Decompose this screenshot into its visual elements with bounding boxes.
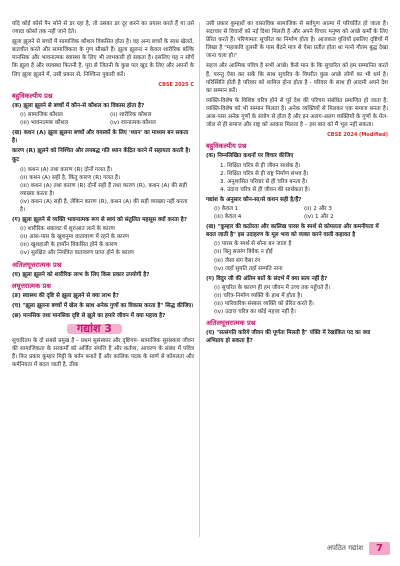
option: (ii) 2 और 3 <box>304 205 332 212</box>
section-heading-mcq: बहुविकल्पीय प्रश्न <box>206 142 247 151</box>
column-divider <box>199 22 200 537</box>
option: (ii) शारीरिक कौशल <box>110 111 152 118</box>
code-heading: कूट <box>12 157 20 164</box>
passage-paragraph: व्यक्ति-विशेष के विशिष्ट चरित्र होने से पूरे देश की परिचय संबंधित प्रमाणित हो जाता है, व्यक्ति-विशेष को भी सम्मान मिलता है। अनेक व्यक्तियों से मिलकर एक समाज बनता है। आस-पास अनेक गुणों के संयोग से होता है और इन अलग-अलग व्यक्तियों के गुणों के मेल-जोल से ही समाज और राष्ट्र को आकार मिलता है – इस बात को मैं भूल नहीं सकता। <box>206 97 388 129</box>
option: (iii) जैसा संग वैसा रंग <box>214 257 261 264</box>
right-column <box>206 20 388 346</box>
page-footer <box>327 542 390 555</box>
option: (iii) केवल 4 <box>214 214 242 221</box>
option: (ii) बिनु सत्संग विवेक न होई <box>214 249 273 256</box>
passage-paragraph: यदि कोई कोर्स पैन सोने से डर रहा है, तो उसका डर दूर करने का प्रयास करते हैं या उसे ज्यादा कोर्सा तक नहीं जाने देते। <box>12 21 194 36</box>
option: (iv) सुरक्षित और नियंत्रित वातावरण प्राप्त होने के कारण <box>20 250 134 257</box>
passage-paragraph: सहज और आत्मिक पवित्र है सभी अच्छे। कैसे मान के कि सुचारित को हम सम्मानित करते हैं, परन्तु ऐसा कर सकें कि साथ सुचरित्र के विपरीत कुछ अच्छे लोगों का भी धर्म है। परिस्थिति होती है परिवार को शामिल होना होता है - परिवार के साथ ही आदमी अपने देश का सम्मान करें। <box>206 63 388 94</box>
option-grid <box>214 205 388 221</box>
question: (ग) विदुर जी की अंतिम बातें के संदर्भ में क्या सत्य नहीं है? <box>206 275 328 282</box>
passage-title: गद्यांश 3 <box>67 324 122 334</box>
question: (घ) "सत्संगति करिये जीवन की पूर्णता मिलती है" पंक्ति में रेखांकित पद का क्या अभिप्राय हो सकता है? <box>206 330 371 345</box>
question: (ख) "कुम्हार की कठोरता और कालिख पारस के स्पर्श से कोमलता और कमनीयता में बदल जाती है" इस उदाहरण के मूल भाव को व्यक्त करने वाली कहावत है <box>206 224 379 239</box>
question: (ङ) स्वास्थ्य की दृष्टि से झूला झूलने से क्या लाभ है? <box>12 292 120 299</box>
option: (ii) चरित्र-निर्माण व्यक्ति के हाथ में होता है। <box>214 292 303 299</box>
question-ask: गद्यांश के अनुसार कौन-सा/से कथन सही है/हैं? <box>206 196 302 203</box>
passage-paragraph: उसी प्रकार कुम्हारों का वास्तविक सामाजिक से सर्वगुण आत्मा में परिवर्तित हो जाता है। सदाचार से विचारों को नई दिशा मिलती है और अपने विचार मनुष्य को अच्छे कर्मों के लिए प्रेरित करते हैं। परिणामतः सुचरित का निर्माण होता है। आजकल वृत्तियों इसलिए दृष्टियों में लिखा है "महाकवि तुलसी के पास बैठने मात्र से ऐसा प्रतीत होता था मानो गौतम बुद्ध देखा जाना चला हो।" <box>206 21 388 60</box>
option: (iv) उदात्त चरित्र का कोई महत्त्व नहीं है। <box>214 309 296 316</box>
option: (i) शारीरिक थकावट में शुरुआत लाने के कारण <box>20 226 115 233</box>
passage-paragraph: सुचारितम के दो सबसे प्रमुख हैं – प्रथम सुसंस्कार और दृष्टिगम- सामाजिक सुसंस्कार जीवन की सामाजिकता के सरकर्मों को अर्जित संपत्ति है और कर्तव्य, आचरण के संबंध में पवित्र हैं। फिर प्रकार कुम्हार मिट्टी के बर्तन बनाते हैं और कालिक पदक के स्वर्ण से कोमलता और कर्मनियता में बदल जाती है, ठीक <box>12 338 194 369</box>
question: (क) निम्नलिखित कथनों पर विचार कीजिए <box>206 153 294 160</box>
statement: 4. उदात्त चरित्र से ही जीवन की सार्थकता है। <box>220 186 310 193</box>
option: (i) कथन (A) तथा कारण (R) दोनों गलत हैं। <box>20 166 113 173</box>
option: (i) सामाजिक कौशल <box>20 111 63 118</box>
option: (i) सुचरित के कारण ही हम जीवन में उच्च तक पहुँचते हैं। <box>214 284 331 291</box>
option: (i) पारस के स्पर्श से सोना बन जाता है <box>214 241 292 248</box>
option-grid <box>20 111 194 127</box>
option: (iv) जहाँ सुमति तहाँ सम्पति नाना <box>214 265 283 272</box>
question: (ख) कथन (A) झूला झूलना बच्चों और वयस्कों के लिए 'ध्यान' का माध्यम बन सकता है। <box>12 130 189 145</box>
option: (iv) कथन (A) सही है, लेकिन कारण (R), कथन (A) की सही व्याख्या नहीं करता है। <box>20 198 188 213</box>
section-heading-short: अतिलघूत्तरात्मक प्रश्न <box>206 319 256 328</box>
question: (घ) झूला झूलने को शारीरिक लाभ के लिए किस प्रकार उपयोगी है? <box>12 271 150 278</box>
question: (क) झूला झूलने से बच्चों में कौन-से कौशल का विकास होता है? <box>12 102 145 109</box>
exam-credit: CBSE 2025 C <box>158 81 194 88</box>
statement: 1. शिक्षित चरित्र से ही जीवन सार्थक है। <box>220 162 301 169</box>
exam-credit: CBSE 2024 (Modified) <box>327 132 388 139</box>
question: (छ) मानसिक तथा मानसिक दृष्टि से झूले का हमारे जीवन में क्या महत्त्व है? <box>12 313 166 319</box>
question-reason: कारण (R) झूलने को निश्चित और लयबद्ध गति ध्यान केंद्रित करने में सहायता करती है। <box>12 148 191 155</box>
footer-label: अपठित गद्यांश <box>326 544 364 552</box>
option: (iii) भावनात्मक कौशल <box>20 120 69 127</box>
question: (ग) झूला झूलने से व्यक्ति भावनात्मक रूप से स्वयं को संतुलित महसूस क्यों करता है? <box>12 217 187 224</box>
section-heading-mcq: बहुविकल्पीय प्रश्न <box>12 91 53 100</box>
left-column <box>12 20 194 372</box>
statement: 3. अनुशासित परिवार से ही चरित्र बनता है। <box>220 178 308 185</box>
section-heading-short: अतिलघूत्तरात्मक प्रश्न <box>12 260 62 269</box>
option: (i) केवल 1 <box>214 205 239 212</box>
question: (च) "झूला झूलना बच्चों में खेल के साथ अनेक गुणों का विकास करता है" सिद्ध कीजिए। <box>12 302 194 309</box>
option: (iii) कथन (A) तथा कारण (R) दोनों सही हैं तथा कारण (R), कथन (A) की सही व्याख्या करता है। <box>20 182 187 197</box>
page-number: 7 <box>369 542 390 555</box>
option: (iii) खुशहाली के हार्मोन विकसित होने के कारण <box>20 242 118 249</box>
option: (iv) रचनात्मक कौशल <box>110 120 156 127</box>
option: (iii) पारिवारिक संस्कार व्यक्ति को प्रेरित करते हैं। <box>214 301 314 307</box>
statement: 2. शिक्षित चरित्र से ही राष्ट्र निर्माण संभव है। <box>220 170 309 177</box>
section-heading-long: लघूत्तरात्मक प्रश्न <box>12 281 51 290</box>
option: (iv) 1 और 2 <box>304 214 334 221</box>
option: (ii) आस-पास के खुशनुमा वातावरण में रहने के कारण <box>20 234 129 241</box>
passage-paragraph: झूला झूलने से बच्चों में सामाजिक कौशल विकसित होता है। वह अन्य बच्चों के साथ खेलते, बातचीत करते और सामाजिकता के गुण सीखते हैं। झूला झूलना न केवल शारीरिक बल्कि मानसिक और भावनात्मक स्वास्थ्य के लिए भी लाभकारी हो सकता है। इसलिए यह न सोचें कि झूला है और व्यवस्था कितनी है, पूरा से जितनी के कुछ पल खुद के लिए और अपनों के लिए झूला झूलने में, उसी प्रकार से, निश्चिन्त पुकारी करें। <box>12 39 194 78</box>
option: (ii) कथन (A) सही है, किंतु कारण (R) गलत है। <box>20 174 121 181</box>
